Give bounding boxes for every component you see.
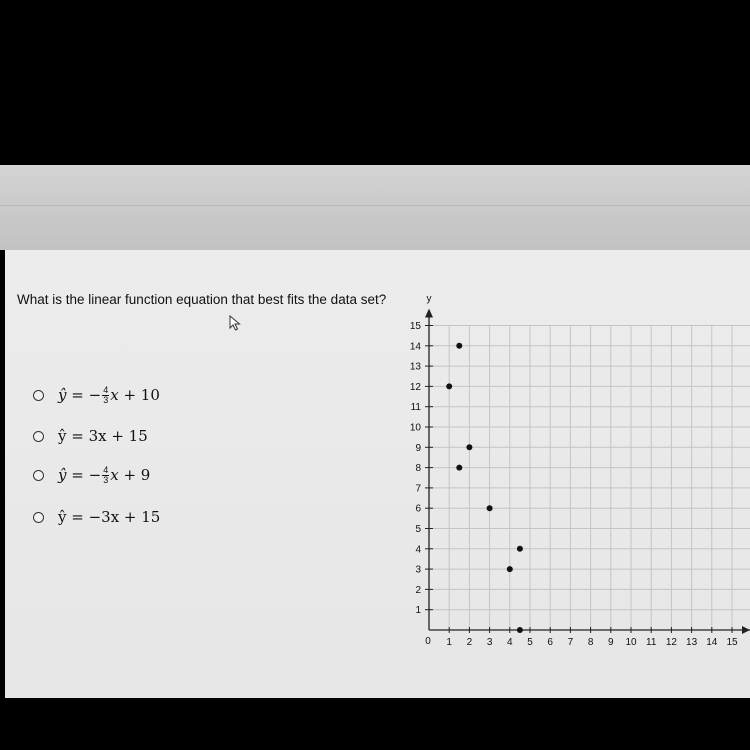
x-tick-label: 11 <box>646 637 657 648</box>
x-tick-label: 4 <box>507 637 513 648</box>
x-tick-label: 10 <box>625 637 637 648</box>
x-tick-label: 12 <box>665 637 677 648</box>
y-tick-label: 13 <box>409 361 421 373</box>
x-tick-label: 6 <box>547 637 553 648</box>
header-divider <box>0 205 750 206</box>
x-tick-label: 15 <box>726 637 738 648</box>
option-a-equation: ŷ = − $\frac{4}{3}$ x + 10 <box>58 384 160 405</box>
option-c-equation: ŷ = − $\frac{4}{3}$ x + 9 <box>58 464 151 485</box>
data-point <box>446 383 452 389</box>
scatter-plot <box>5 250 750 698</box>
x-tick-label: 2 <box>466 637 473 648</box>
y-tick-label: 10 <box>409 422 421 434</box>
data-point <box>456 465 462 471</box>
data-point <box>466 444 472 450</box>
y-axis-label: y <box>426 293 432 305</box>
data-point <box>507 566 513 572</box>
x-axis-arrow <box>742 626 750 634</box>
y-tick-label: 12 <box>409 381 421 393</box>
question-text: What is the linear function equation that best fits the data set? <box>17 292 387 307</box>
y-tick-label: 6 <box>415 503 421 515</box>
top-dark-area <box>0 0 750 165</box>
data-point <box>517 627 523 633</box>
x-tick-label: 9 <box>608 637 614 648</box>
x-tick-label: 13 <box>686 637 698 648</box>
y-tick-label: 4 <box>415 544 421 556</box>
bottom-dark-area <box>0 698 750 750</box>
y-tick-label: 5 <box>415 524 421 535</box>
header-band <box>0 165 750 250</box>
data-point <box>487 505 493 511</box>
y-tick-label: 7 <box>415 483 421 495</box>
y-tick-label: 8 <box>415 463 421 475</box>
x-tick-label: 3 <box>486 637 493 648</box>
y-tick-label: 11 <box>410 402 421 414</box>
option-b-equation: ŷ = 3x + 15 <box>58 427 148 445</box>
y-axis-arrow <box>425 309 433 318</box>
x-tick-label: 14 <box>706 637 718 648</box>
y-tick-label: 1 <box>415 605 421 617</box>
x-tick-label: 5 <box>527 637 533 648</box>
y-tick-label: 2 <box>415 584 421 596</box>
x-tick-label: 7 <box>567 637 574 648</box>
y-tick-label: 3 <box>415 564 421 576</box>
x-tick-label: 1 <box>446 637 452 648</box>
y-tick-label: 14 <box>409 341 421 353</box>
data-point <box>456 343 462 349</box>
y-tick-label: 9 <box>415 442 421 454</box>
x-tick-label: 8 <box>587 637 594 648</box>
data-point <box>517 546 523 552</box>
origin-label: 0 <box>425 636 431 647</box>
y-tick-label: 15 <box>409 321 421 332</box>
option-d-equation: ŷ = −3x + 15 <box>58 508 161 526</box>
question-panel <box>5 250 750 698</box>
